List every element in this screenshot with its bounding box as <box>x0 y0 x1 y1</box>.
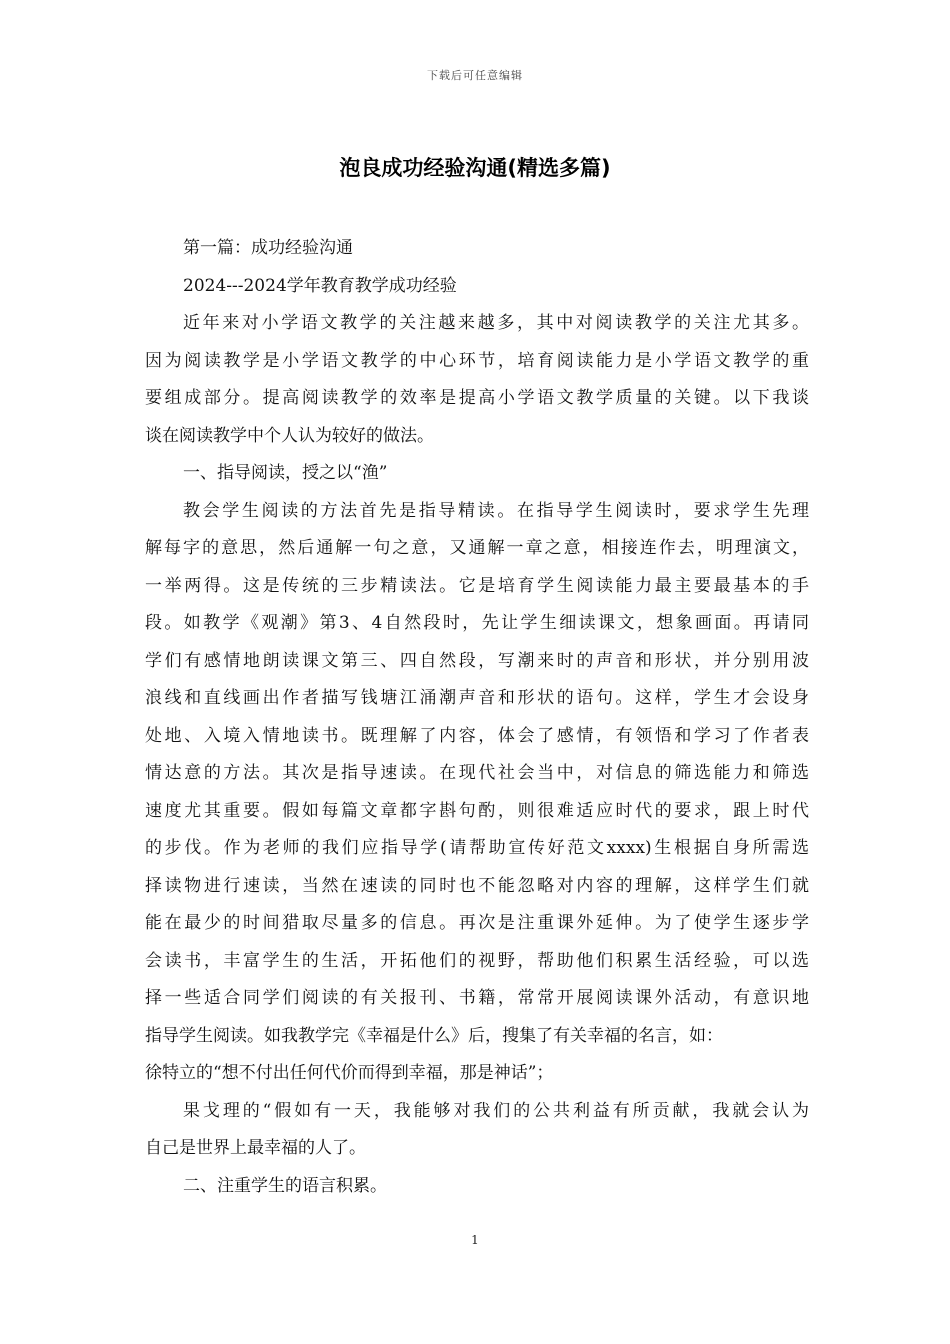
text-line: 浪线和直线画出作者描写钱塘江涌潮声音和形状的语句。这样，学生才会设身 <box>145 688 809 708</box>
text-line: 能在最少的时间猎取尽量多的信息。再次是注重课外延伸。为了使学生逐步学 <box>145 913 809 933</box>
text-line: 一、指导阅读，授之以“渔” <box>183 463 388 483</box>
text-line: 处地、入境入情地读书。既理解了内容，体会了感情，有领悟和学习了作者表 <box>145 725 809 746</box>
text-line: 近年来对小学语文教学的关注越来越多，其中对阅读教学的关注尤其多。 <box>183 313 809 333</box>
text-line: 自己是世界上最幸福的人了。 <box>145 1138 366 1158</box>
document-title: 泡良成功经验沟通(精选多篇) <box>339 156 611 180</box>
text-line: 解每字的意思，然后通解一句之意，又通解一章之意，相接连作去，明理演文， <box>145 538 809 558</box>
text-line: 谈在阅读教学中个人认为较好的做法。 <box>145 425 434 446</box>
text-line: 第一篇：成功经验沟通 <box>183 238 353 258</box>
text-line: 要组成部分。提高阅读教学的效率是提高小学语文教学质量的关键。以下我谈 <box>145 388 809 408</box>
text-line: 二、注重学生的语言积累。 <box>183 1175 387 1196</box>
text-line: 徐特立的“想不付出任何代价而得到幸福，那是神话”； <box>145 1063 554 1083</box>
text-line: 学们有感情地朗读课文第三、四自然段，写潮来时的声音和形状，并分别用波 <box>145 650 809 671</box>
header-note: 下载后可任意编辑 <box>427 69 523 82</box>
text-line: 教会学生阅读的方法首先是指导精读。在指导学生阅读时，要求学生先理 <box>183 500 809 521</box>
text-line: 择读物进行速读，当然在速读的同时也不能忽略对内容的理解，这样学生们就 <box>145 875 809 896</box>
text-line: 速度尤其重要。假如每篇文章都字斟句酌，则很难适应时代的要求，跟上时代 <box>145 800 809 821</box>
text-line: 会读书，丰富学生的生活，开拓他们的视野，帮助他们积累生活经验，可以选 <box>145 950 809 971</box>
text-line: 2024---2024学年教育教学成功经验 <box>183 275 457 296</box>
text-line: 情达意的方法。其次是指导速读。在现代社会当中，对信息的筛选能力和筛选 <box>145 763 809 783</box>
text-line: 一举两得。这是传统的三步精读法。它是培育学生阅读能力最主要最基本的手 <box>145 575 809 596</box>
text-line: 择一些适合同学们阅读的有关报刊、书籍，常常开展阅读课外活动，有意识地 <box>145 988 809 1008</box>
text-line: 因为阅读教学是小学语文教学的中心环节，培育阅读能力是小学语文教学的重 <box>145 350 809 371</box>
page-number: 1 <box>471 1233 479 1247</box>
text-line: 的步伐。作为老师的我们应指导学(请帮助宣传好范文xxxx)生根据自身所需选 <box>145 838 809 858</box>
text-line: 果戈理的“假如有一天，我能够对我们的公共利益有所贡献，我就会认为 <box>183 1100 809 1121</box>
text-line: 指导学生阅读。如我教学完《幸福是什么》后，搜集了有关幸福的名言，如： <box>145 1025 723 1046</box>
text-line: 段。如教学《观潮》第3、4自然段时，先让学生细读课文，想象画面。再请同 <box>145 613 809 633</box>
document-body <box>145 230 809 1205</box>
